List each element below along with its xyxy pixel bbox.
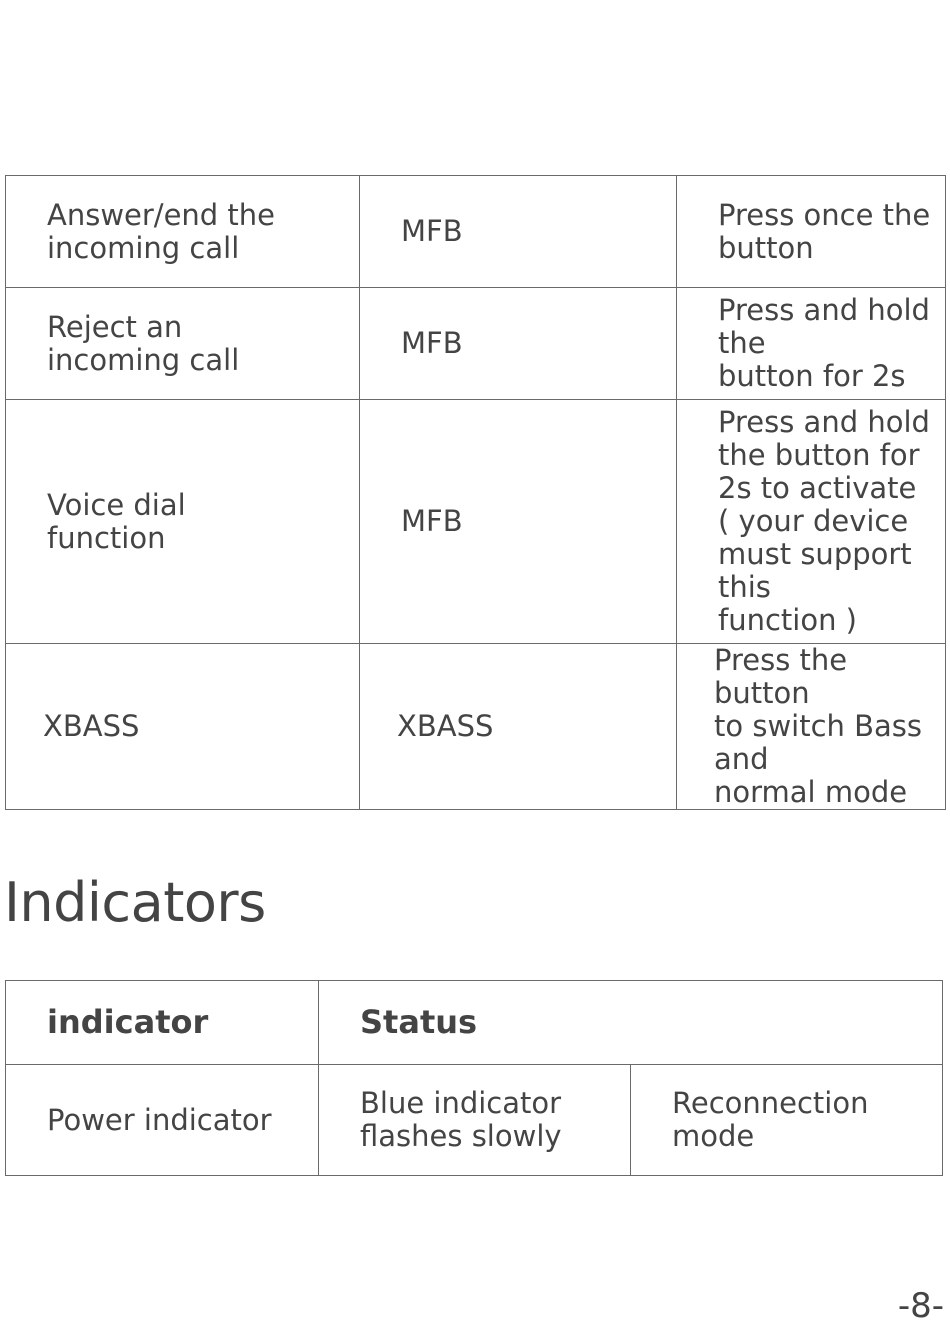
status-cell [319,1065,631,1176]
operation-cell [677,288,946,400]
section-title: Indicators [4,871,266,934]
function-cell [6,288,360,400]
table-row [6,644,946,810]
status-header: Status [319,981,943,1065]
table-row [6,1065,943,1176]
button-text: MFB [401,504,463,538]
table-row [6,288,946,400]
indicator-header: indicator [6,981,319,1065]
function-cell [6,176,360,288]
operation-text: Press the button to switch Bass and normal mode [714,643,923,809]
mode-text: Reconnection mode [672,1086,869,1153]
operation-text: Press and hold the button for 2s to activate ( your device must support this function ) [718,405,930,637]
status-text: Blue indicator flashes slowly [360,1086,562,1153]
page-number: -8- [897,1286,944,1326]
button-cell [360,400,677,644]
function-cell [6,644,360,810]
button-text: MFB [401,214,463,248]
function-text: Answer/end the incoming call [47,197,276,265]
indicator-text: Power indicator [47,1102,272,1137]
function-text: Voice dial function [47,487,186,555]
operation-text: Press and hold the button for 2s [718,293,930,393]
button-cell [360,176,677,288]
indicator-cell [6,1065,319,1176]
button-cell [360,288,677,400]
button-text: XBASS [397,709,494,743]
operation-text: Press once the button [718,197,931,265]
operation-cell [677,176,946,288]
operation-cell [677,644,946,810]
function-text: XBASS [43,709,140,743]
table-row [6,176,946,288]
controls-table [5,175,946,810]
mode-cell [631,1065,943,1176]
function-text: Reject an incoming call [47,309,240,377]
indicator-table [5,980,943,1176]
function-cell [6,400,360,644]
button-cell [360,644,677,810]
table-row [6,400,946,644]
operation-cell [677,400,946,644]
table-header-row [6,981,943,1065]
button-text: MFB [401,326,463,360]
